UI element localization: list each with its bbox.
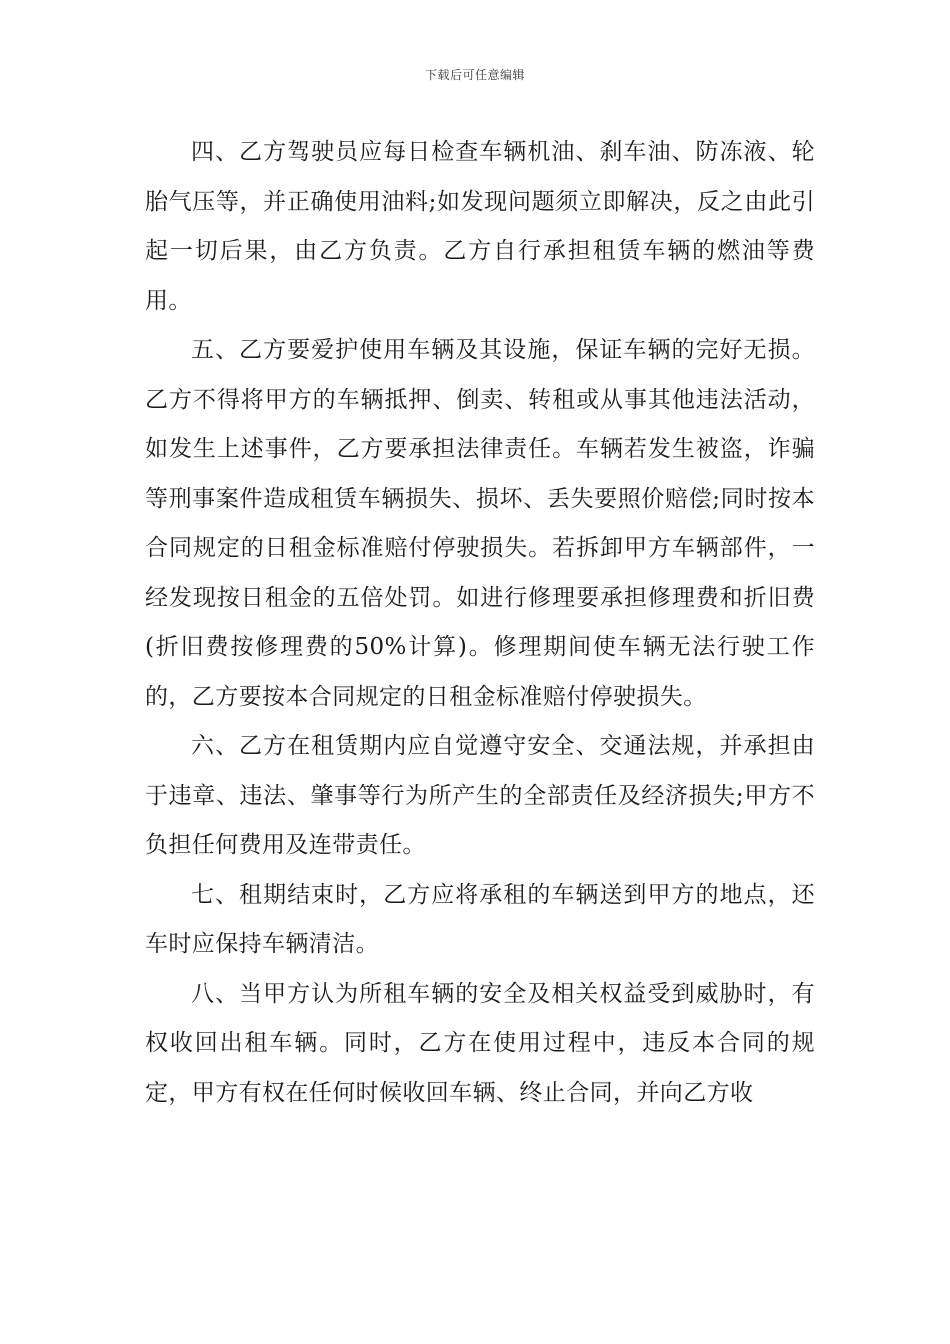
paragraph-clause-7: 七、租期结束时，乙方应将承租的车辆送到甲方的地点，还车时应保持车辆清洁。 (145, 881, 815, 957)
page-header: 下载后可任意编辑 (424, 68, 525, 82)
paragraph-clause-8: 八、当甲方认为所租车辆的安全及相关权益受到威胁时，有权收回出租车辆。同时，乙方在使用过程中，违反本合同的规定，甲方有权在任何时候收回车辆、终止合同，并向乙方收 (145, 980, 815, 1106)
paragraph-clause-6: 六、乙方在租赁期内应自觉遵守安全、交通法规，并承担由于违章、违法、肇事等行为所产生的全部责任及经济损失;甲方不负担任何费用及连带责任。 (145, 733, 815, 858)
document-body (145, 128, 815, 1118)
paragraph-clause-4: 四、乙方驾驶员应每日检查车辆机油、刹车油、防冻液、轮胎气压等，并正确使用油料;如发现问题须立即解决，反之由此引起一切后果，由乙方负责。乙方自行承担租赁车辆的燃油等费用。 (145, 139, 815, 314)
paragraph-clause-5: 五、乙方要爱护使用车辆及其设施，保证车辆的完好无损。乙方不得将甲方的车辆抵押、倒卖、转租或从事其他违法活动，如发生上述事件，乙方要承担法律责任。车辆若发生被盗，诈骗等刑事案件造成租赁车辆损失、损坏、丢失要照价赔偿;同时按本合同规定的日租金标准赔付停驶损失。若拆卸甲方车辆部件，一经发现按日租金的五倍处罚。如进行修理要承担修理费和折旧费(折旧费按修理费的50%计算)。修理期间使车辆无法行驶工作的，乙方要按本合同规定的日租金标准赔付停驶损失。 (145, 337, 815, 710)
